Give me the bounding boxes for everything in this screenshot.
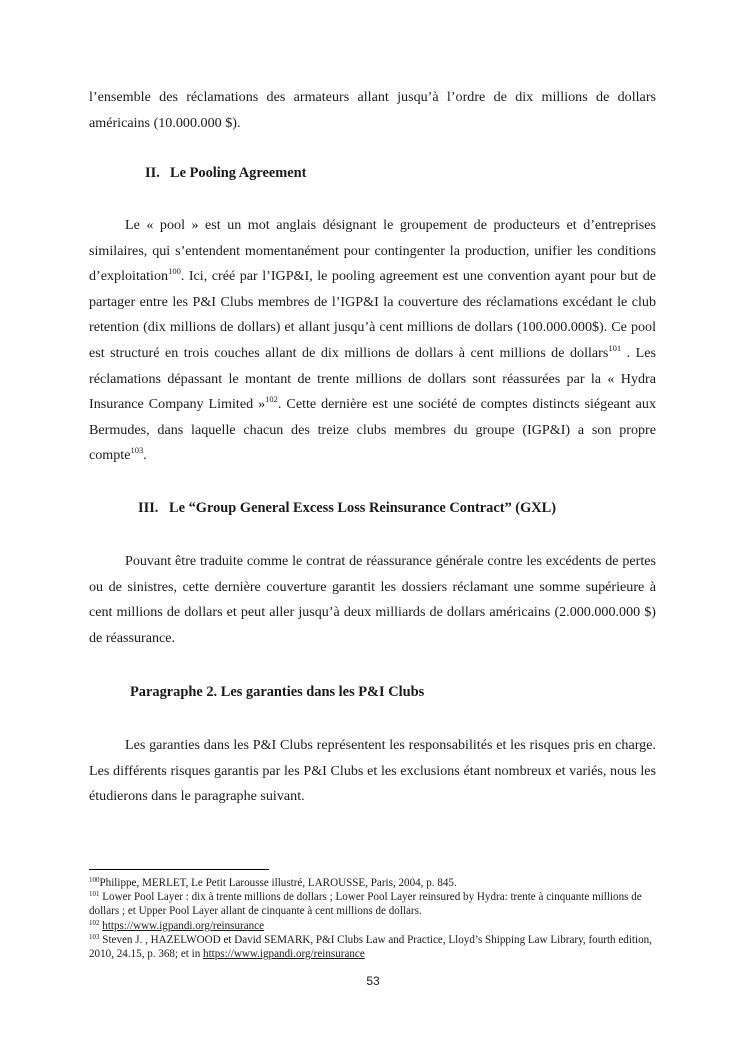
footnote-101: $^{101}$ Lower Pool Layer : dix à trente millions de dollars ; Lower Pool Layer reinsured by Hydra: trente à cinquante millions de dollars ; et Upper Pool Layer allant de cinquante à cent millions de dollars. [89,890,642,918]
footnote-102: $^{102}$ https://www.igpandi.org/reinsurance [89,918,265,932]
footnote-ref-103[interactable]: 103 [130,445,144,456]
footnote-100: $^{100}$Philippe, MERLET, Le Petit Larousse illustré, LAROUSSE, Paris, 2004, p. 845. [89,876,457,889]
paragraph-pooling: Le « pool » est un mot anglais désignant le groupement de producteurs et d’entreprises similaires, qui s’entendent momentanément pour contingenter la production, unifier les conditions d’exploitation$^{100}$. Ici, créé par l’IGP&I, le pooling agreement est une convention ayant pour but de partager entre les P&I Clubs membres de l’IGP&I la couverture des réclamations excédant le club retention (dix millions de dollars) et allant jusqu’à cent millions de dollars (100.000.000$). Ce pool est structuré en trois couches allant de dix millions de dollars à cent millions de dollars$^{101}$ . Les réclamations dépassant le montant de trente millions de dollars sont réassurées par la « Hydra Insurance Company Limited »$^{102}$. Cette dernière est une société de comptes distincts siégeant aux Bermudes, dans laquelle chacun des treize clubs membres du groupe (IGP&I) a son propre compte$^{103}$. [89,217,656,464]
footnote-link[interactable]: https://www.igpandi.org/reinsurance [203,948,365,961]
page-number: 53 [366,974,380,988]
footnote-separator [89,869,269,870]
paragraph-gxl: Pouvant être traduite comme le contrat de réassurance générale contre les excédents de pertes ou de sinistres, cette dernière couverture garantit les dossiers réclamant une somme supérieure à cent millions de dollars et peut aller jusqu’à deux milliards de dollars américains (2.000.000.000 $) de réassurance. [89,553,656,646]
footnote-ref-101[interactable]: 101 [608,342,622,353]
footnote-link[interactable]: https://www.igpandi.org/reinsurance [102,919,265,932]
section-heading-3 [138,500,556,517]
footnote-ref-100[interactable]: 100 [168,266,181,277]
paragraph-intro: l’ensemble des réclamations des armateurs allant jusqu’à l’ordre de dix millions de dollars américains (10.000.000 $). [89,89,656,131]
section-title: Le “Group General Excess Loss Reinsurance Contract” (GXL) [169,500,557,516]
section-number: III. [138,500,159,516]
section-title: Le Pooling Agreement [170,165,307,181]
footnote-ref-102[interactable]: 102 [265,394,278,405]
paragraph-title: Les garanties dans les P&I Clubs [220,684,425,700]
section-heading-2 [145,165,306,182]
footnotes [89,876,661,961]
paragraph-label: Paragraphe 2. [130,684,218,700]
section-number: II. [145,165,160,181]
paragraph-heading-2 [130,684,424,701]
paragraph-guarantees: Les garanties dans les P&I Clubs représentent les responsabilités et les risques pris en charge. Les différents risques garantis par les P&I Clubs et les exclusions étant nombreux et variés, nous les étudierons dans le paragraphe suivant. [89,737,656,805]
footnote-103: $^{103}$ Steven J. , HAZELWOOD et David SEMARK, P&I Clubs Law and Practice, Lloyd’s Shipping Law Library, fourth edition, 2010, 24.15, p. 368; et in https://www.igpandi.org/reinsurance [89,932,652,961]
